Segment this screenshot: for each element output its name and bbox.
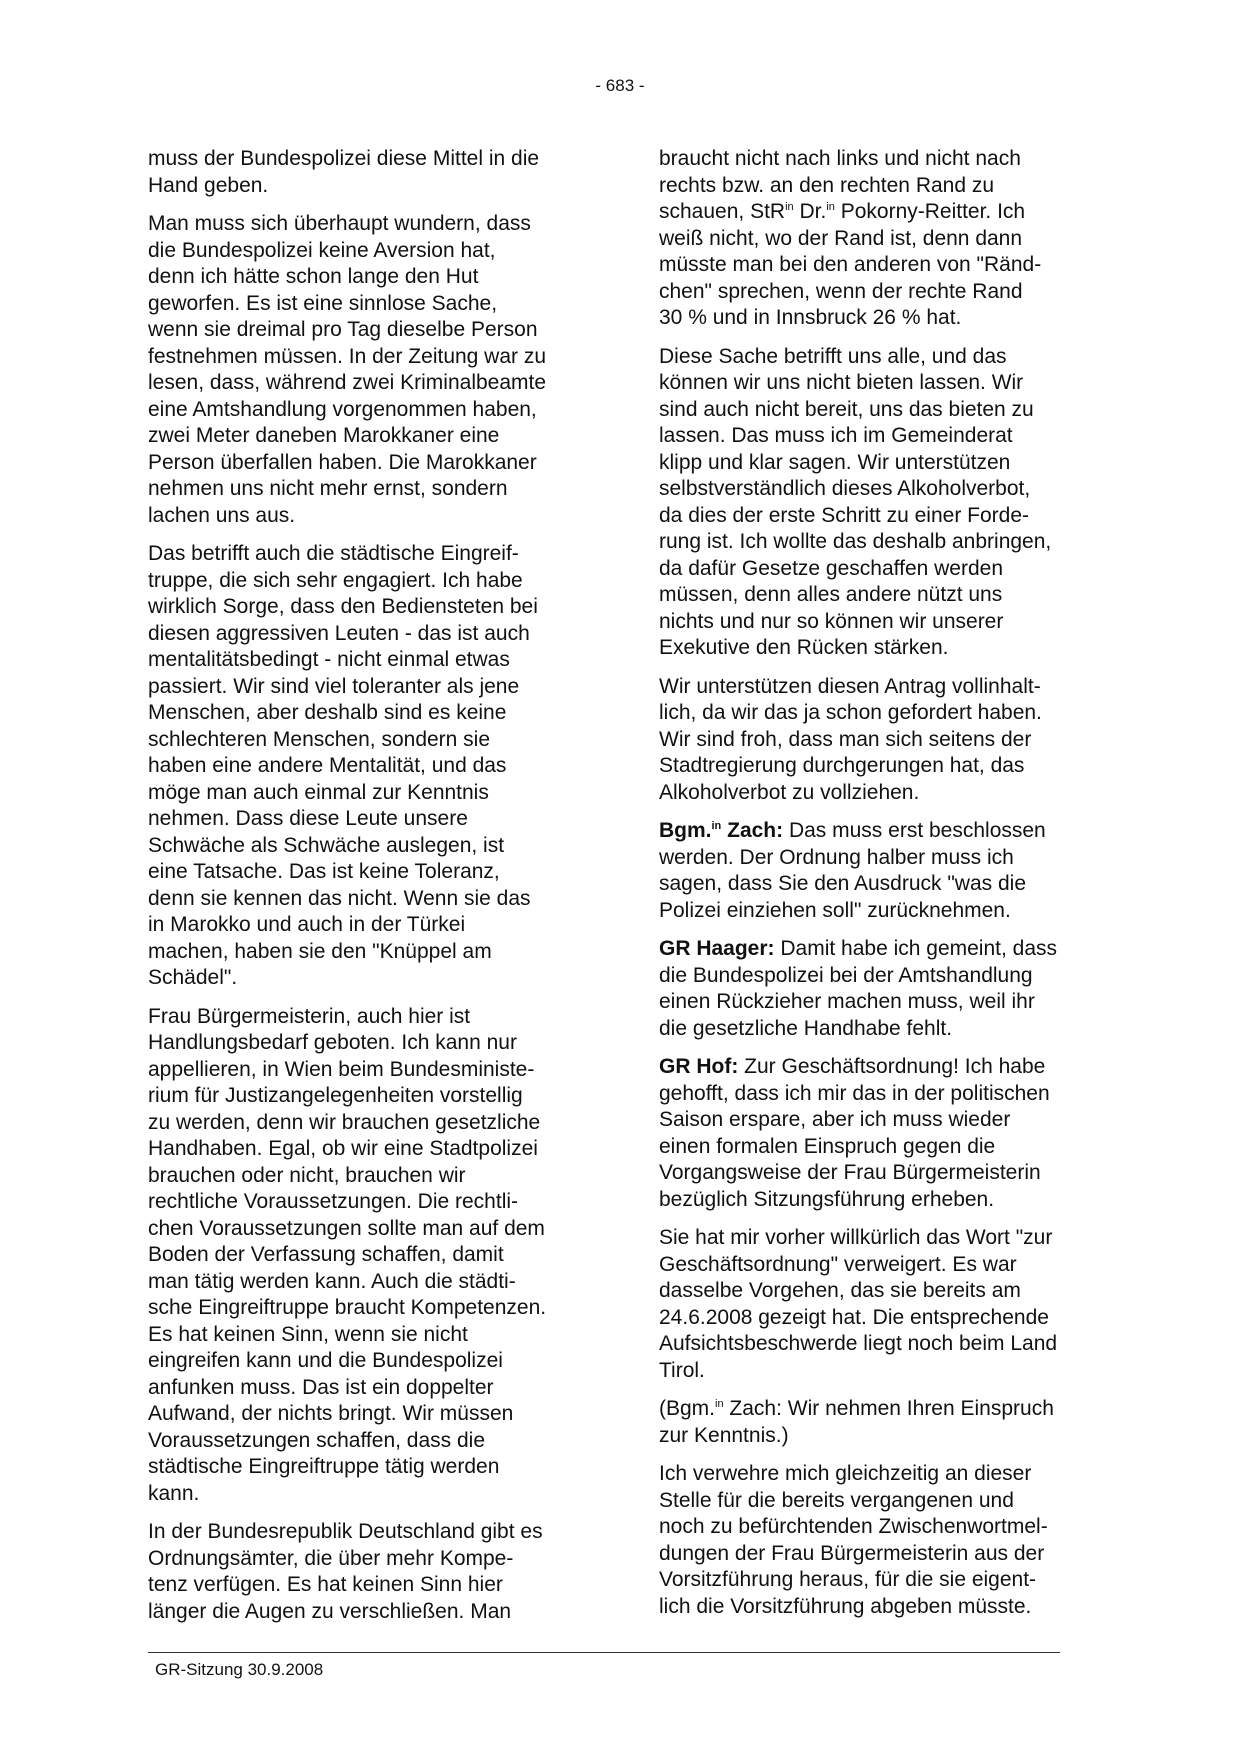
text-line: Wir unterstützen diesen Antrag vollinhalt- [659,674,1041,698]
text-line: Aufsichtsbeschwerde liegt noch beim Land [659,1332,1058,1355]
text-line [659,199,1107,226]
text-line: gehofft, dass ich mir das in der politischen [659,1081,1050,1105]
text-line: Alkoholverbot zu vollziehen. [659,780,920,804]
text-line: Boden der Verfassung schaffen, damit [148,1243,504,1266]
paragraph [148,211,596,529]
text-line: Diese Sache betrifft uns alle, und das [659,344,1007,368]
text-line [659,1396,1107,1423]
text-line: da dies der erste Schritt zu einer Forde- [659,503,1030,527]
text-line: In der Bundesrepublik Deutschland gibt es [148,1520,543,1543]
text-fragment: Dr. [793,200,827,223]
speaker-label: GR Hof: [659,1055,739,1078]
footer-divider [148,1652,1060,1653]
text-line: dasselbe Vorgehen, das sie bereits am [659,1279,1021,1302]
text-line: länger die Augen zu verschließen. Man [148,1599,512,1623]
text-line: lich die Vorsitzführung abgeben müsste. [659,1594,1032,1618]
text-line: Schädel". [148,966,238,989]
paragraph [659,936,1107,1042]
text-line: 30 % und in Innsbruck 26 % hat. [659,306,962,329]
page-number: - 683 - [595,76,645,95]
text-line: sagen, dass Sie den Ausdruck "was die [659,872,1027,895]
speaker-label [659,819,783,842]
text-line: Handhaben. Egal, ob wir eine Stadtpolizei [148,1137,538,1160]
text-line: eine Amtshandlung vorgenommen haben, [148,397,537,421]
text-line: zu werden, denn wir brauchen gesetzliche [148,1110,541,1134]
text-line: rung ist. Ich wollte das deshalb anbringen, [659,530,1052,553]
text-line: rium für Justizangelegenheiten vorstellig [148,1084,523,1107]
text-line: denn ich hätte schon lange den Hut [148,265,479,288]
text-line: Vorgangsweise der Frau Bürgermeisterin [659,1161,1041,1184]
superscript: in [715,1398,724,1410]
text-line: selbstverständlich dieses Alkoholverbot, [659,477,1031,500]
text-line: 24.6.2008 gezeigt hat. Die entsprechende [659,1305,1049,1329]
text-line: Man muss sich überhaupt wundern, dass [148,212,531,235]
text-fragment: Zach: Wir nehmen Ihren Einspruch [723,1397,1054,1420]
text-line: Menschen, aber deshalb sind es keine [148,701,507,724]
text-line: brauchen oder nicht, brauchen wir [148,1163,466,1187]
text-line: passiert. Wir sind viel toleranter als jene [148,674,520,698]
text-line: lesen, dass, während zwei Kriminalbeamte [148,371,547,394]
paragraph [659,818,1107,924]
text-line: Ordnungsämter, die über mehr Kompe- [148,1546,514,1570]
text-line: da dafür Gesetze geschaffen werden [659,556,1004,580]
paragraph [659,1225,1107,1384]
text-line: Handlungsbedarf geboten. Ich kann nur [148,1031,517,1054]
superscript: in [711,820,722,832]
text-line: geworfen. Es ist eine sinnlose Sache, [148,291,498,315]
text-line: kann. [148,1481,200,1505]
text-line: Person überfallen haben. Die Marokkaner [148,450,537,474]
text-line: städtische Eingreiftruppe tätig werden [148,1455,500,1478]
text-line: nehmen uns nicht mehr ernst, sondern [148,477,508,500]
text-line: in Marokko und auch in der Türkei [148,913,466,936]
text-line: haben eine andere Mentalität, und das [148,754,507,777]
text-fragment: (Bgm. [659,1397,716,1420]
text-line: Saison erspare, aber ich muss wieder [659,1108,1011,1131]
text-line: Ich verwehre mich gleichzeitig an dieser [659,1462,1032,1485]
text-line: appellieren, in Wien beim Bundesministe- [148,1057,535,1081]
text-line: rechts bzw. an den rechten Rand zu [659,173,995,197]
text-fragment: Das muss erst beschlossen [783,819,1046,842]
text-line: sche Eingreiftruppe braucht Kompetenzen. [148,1296,547,1319]
text-line: machen, haben sie den "Knüppel am [148,939,492,963]
text-line: zwei Meter daneben Marokkaner eine [148,424,500,447]
text-line: Polizei einziehen soll" zurücknehmen. [659,898,1011,922]
text-fragment: schauen, StR [659,200,786,223]
text-line: weiß nicht, wo der Rand ist, denn dann [659,226,1023,250]
text-line: denn sie kennen das nicht. Wenn sie das [148,886,531,910]
text-line: lich, da wir das ja schon gefordert haben. [659,701,1042,724]
text-line: die Bundespolizei keine Aversion hat, [148,238,496,262]
text-line: Das betrifft auch die städtische Eingreif- [148,542,519,565]
paragraph [659,674,1107,807]
text-line: müsste man bei den anderen von "Ränd- [659,253,1042,276]
text-line [659,1054,1107,1081]
text-line: die gesetzliche Handhabe fehlt. [659,1016,953,1040]
text-line: noch zu befürchtenden Zwischenwortmel- [659,1515,1048,1538]
left-column [148,146,596,1637]
text-line: tenz verfügen. Es hat keinen Sinn hier [148,1573,503,1596]
text-line: Vorsitzführung heraus, für die sie eigent- [659,1568,1037,1591]
text-line: Geschäftsordnung" verweigert. Es war [659,1252,1017,1276]
text-line: truppe, die sich sehr engagiert. Ich habe [148,568,523,592]
text-line: Stelle für die bereits vergangenen und [659,1488,1014,1512]
text-line: lachen uns aus. [148,503,296,527]
text-line: muss der Bundespolizei diese Mittel in die [148,147,540,170]
text-line: chen Voraussetzungen sollte man auf dem [148,1216,545,1240]
text-line: Tirol. [659,1358,705,1382]
paragraph [148,146,596,199]
text-line: Exekutive den Rücken stärken. [659,636,949,659]
paragraph [659,1461,1107,1620]
text-line: chen" sprechen, wenn der rechte Rand [659,279,1023,303]
text-line: Hand geben. [148,173,269,197]
text-fragment: Damit habe ich gemeint, dass [774,937,1058,960]
text-fragment: Bgm. [659,819,712,842]
text-line: können wir uns nicht bieten lassen. Wir [659,371,1024,394]
text-line: mentalitätsbedingt - nicht einmal etwas [148,648,510,671]
text-line: Voraussetzungen schaffen, dass die [148,1428,486,1452]
text-line: Wir sind froh, dass man sich seitens der [659,727,1032,751]
text-line: eine Tatsache. Das ist keine Toleranz, [148,860,500,883]
text-line: Stadtregierung durchgerungen hat, das [659,754,1025,777]
text-line: wenn sie dreimal pro Tag dieselbe Person [148,318,538,341]
paragraph [659,1396,1107,1449]
text-line: schlechteren Menschen, sondern sie [148,727,491,751]
text-line: die Bundespolizei bei der Amtshandlung [659,963,1033,987]
paragraph [148,1519,596,1625]
text-fragment: Pokorny-Reitter. Ich [834,200,1026,223]
text-fragment: Zach: [721,819,784,842]
text-line: Sie hat mir vorher willkürlich das Wort "zur [659,1226,1053,1249]
text-line: bezüglich Sitzungsführung erheben. [659,1187,995,1211]
paragraph [659,344,1107,662]
text-line: werden. Der Ordnung halber muss ich [659,845,1014,869]
text-line: diesen aggressiven Leuten - das ist auch [148,621,530,645]
text-line: nichts und nur so können wir unserer [659,609,1004,633]
text-line [659,936,1107,963]
text-line: klipp und klar sagen. Wir unterstützen [659,450,1011,474]
superscript: in [785,201,794,213]
text-line: nehmen. Dass diese Leute unsere [148,807,468,830]
text-line: dungen der Frau Bürgermeisterin aus der [659,1541,1045,1565]
text-line: möge man auch einmal zur Kenntnis [148,780,489,804]
text-line: festnehmen müssen. In der Zeitung war zu [148,344,547,368]
text-line: anfunken muss. Das ist ein doppelter [148,1375,494,1399]
right-column [659,146,1107,1632]
text-fragment: Zur Geschäftsordnung! Ich habe [738,1055,1046,1078]
paragraph [148,541,596,992]
text-line: rechtliche Voraussetzungen. Die rechtli- [148,1190,519,1213]
text-line: einen Rückzieher machen muss, weil ihr [659,990,1035,1013]
superscript: in [826,201,835,213]
text-line: zur Kenntnis.) [659,1423,789,1447]
text-line: braucht nicht nach links und nicht nach [659,147,1021,170]
text-line: eingreifen kann und die Bundespolizei [148,1349,503,1372]
paragraph [659,1054,1107,1213]
paragraph [148,1004,596,1508]
text-line [659,818,1107,845]
text-line: man tätig werden kann. Auch die städti- [148,1269,516,1293]
text-line: lassen. Das muss ich im Gemeinderat [659,424,1013,447]
text-line: Frau Bürgermeisterin, auch hier ist [148,1004,471,1028]
paragraph [659,146,1107,332]
text-line: Es hat keinen Sinn, wenn sie nicht [148,1322,468,1346]
text-line: einen formalen Einspruch gegen die [659,1134,996,1158]
text-line: Aufwand, der nichts bringt. Wir müssen [148,1402,514,1425]
speaker-label: GR Haager: [659,937,775,960]
footer-session-label: GR-Sitzung 30.9.2008 [155,1660,324,1679]
text-line: wirklich Sorge, dass den Bediensteten bei [148,595,538,618]
text-line: müssen, denn alles andere nützt uns [659,583,1003,606]
text-line: Schwäche als Schwäche auslegen, ist [148,833,505,857]
text-line: sind auch nicht bereit, uns das bieten zu [659,397,1034,421]
